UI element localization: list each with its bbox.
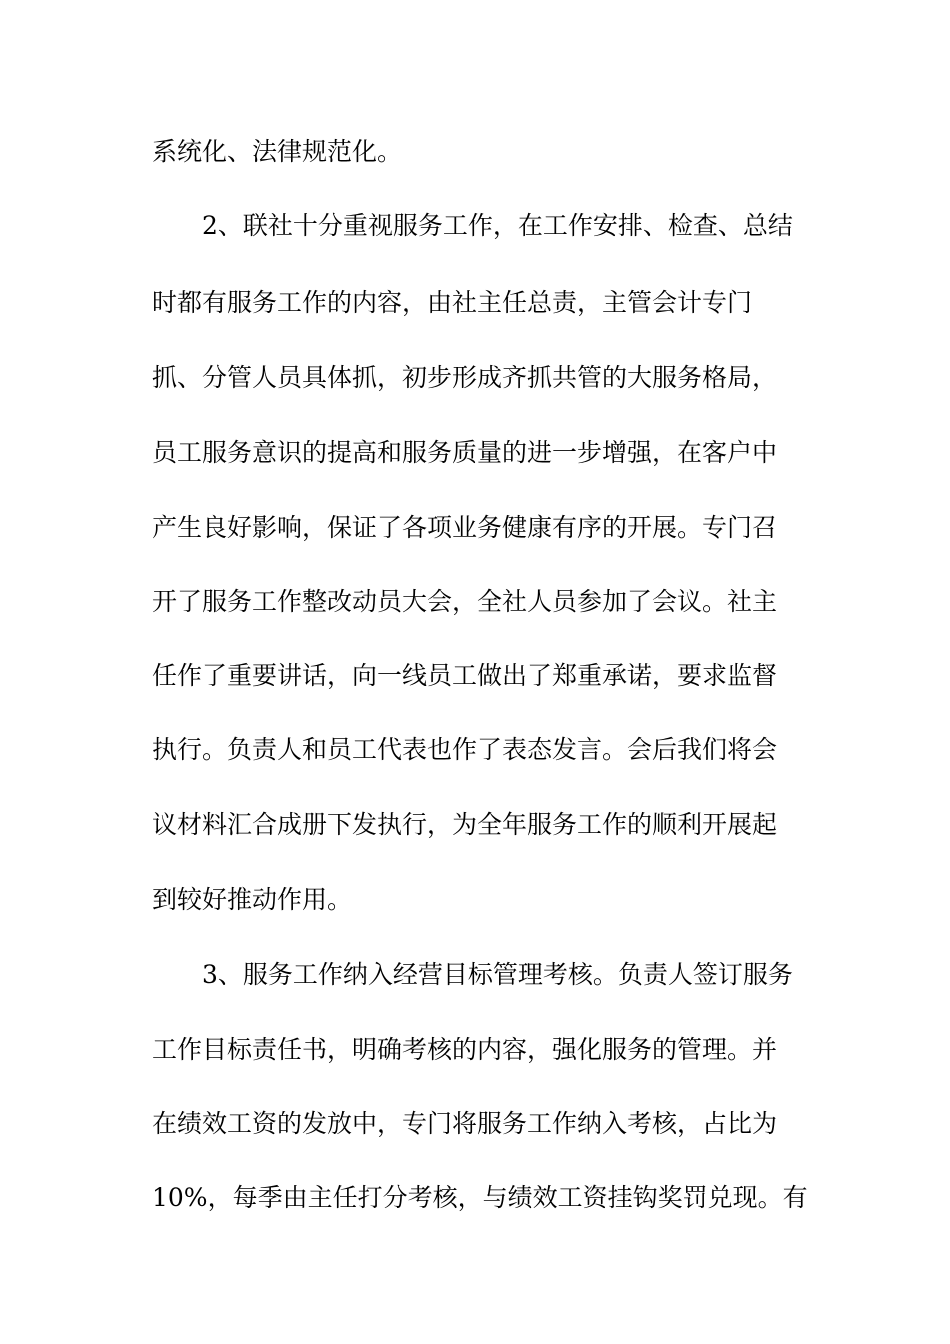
- text-line: 任作了重要讲话，向一线员工做出了郑重承诺，要求监督: [152, 661, 778, 690]
- text-line: 议材料汇合成册下发执行，为全年服务工作的顺利开展起: [152, 810, 778, 839]
- text-line: 工作目标责任书，明确考核的内容，强化服务的管理。并: [152, 1035, 778, 1064]
- text-line: 在绩效工资的发放中，专门将服务工作纳入考核，占比为: [152, 1109, 778, 1138]
- text-line: 到较好推动作用。: [152, 885, 353, 914]
- text-line: 系统化、法律规范化。: [152, 137, 403, 166]
- text-line: 开了服务工作整改动员大会，全社人员参加了会议。社主: [152, 587, 778, 616]
- text-line: 抓、分管人员具体抓，初步形成齐抓共管的大服务格局，: [152, 363, 778, 392]
- text-line: 执行。负责人和员工代表也作了表态发言。会后我们将会: [152, 735, 778, 764]
- paragraph-2-start: 2、联社十分重视服务工作，在工作安排、检查、总结: [202, 211, 793, 240]
- paragraph-3-start: 3、服务工作纳入经营目标管理考核。负责人签订服务: [202, 960, 793, 989]
- text-line: 产生良好影响，保证了各项业务健康有序的开展。专门召: [152, 513, 778, 542]
- text-line: 10%，每季由主任打分考核，与绩效工资挂钩奖罚兑现。有: [152, 1183, 808, 1212]
- text-line: 时都有服务工作的内容，由社主任总责，主管会计专门: [152, 288, 753, 317]
- text-line: 员工服务意识的提高和服务质量的进一步增强，在客户中: [152, 438, 778, 467]
